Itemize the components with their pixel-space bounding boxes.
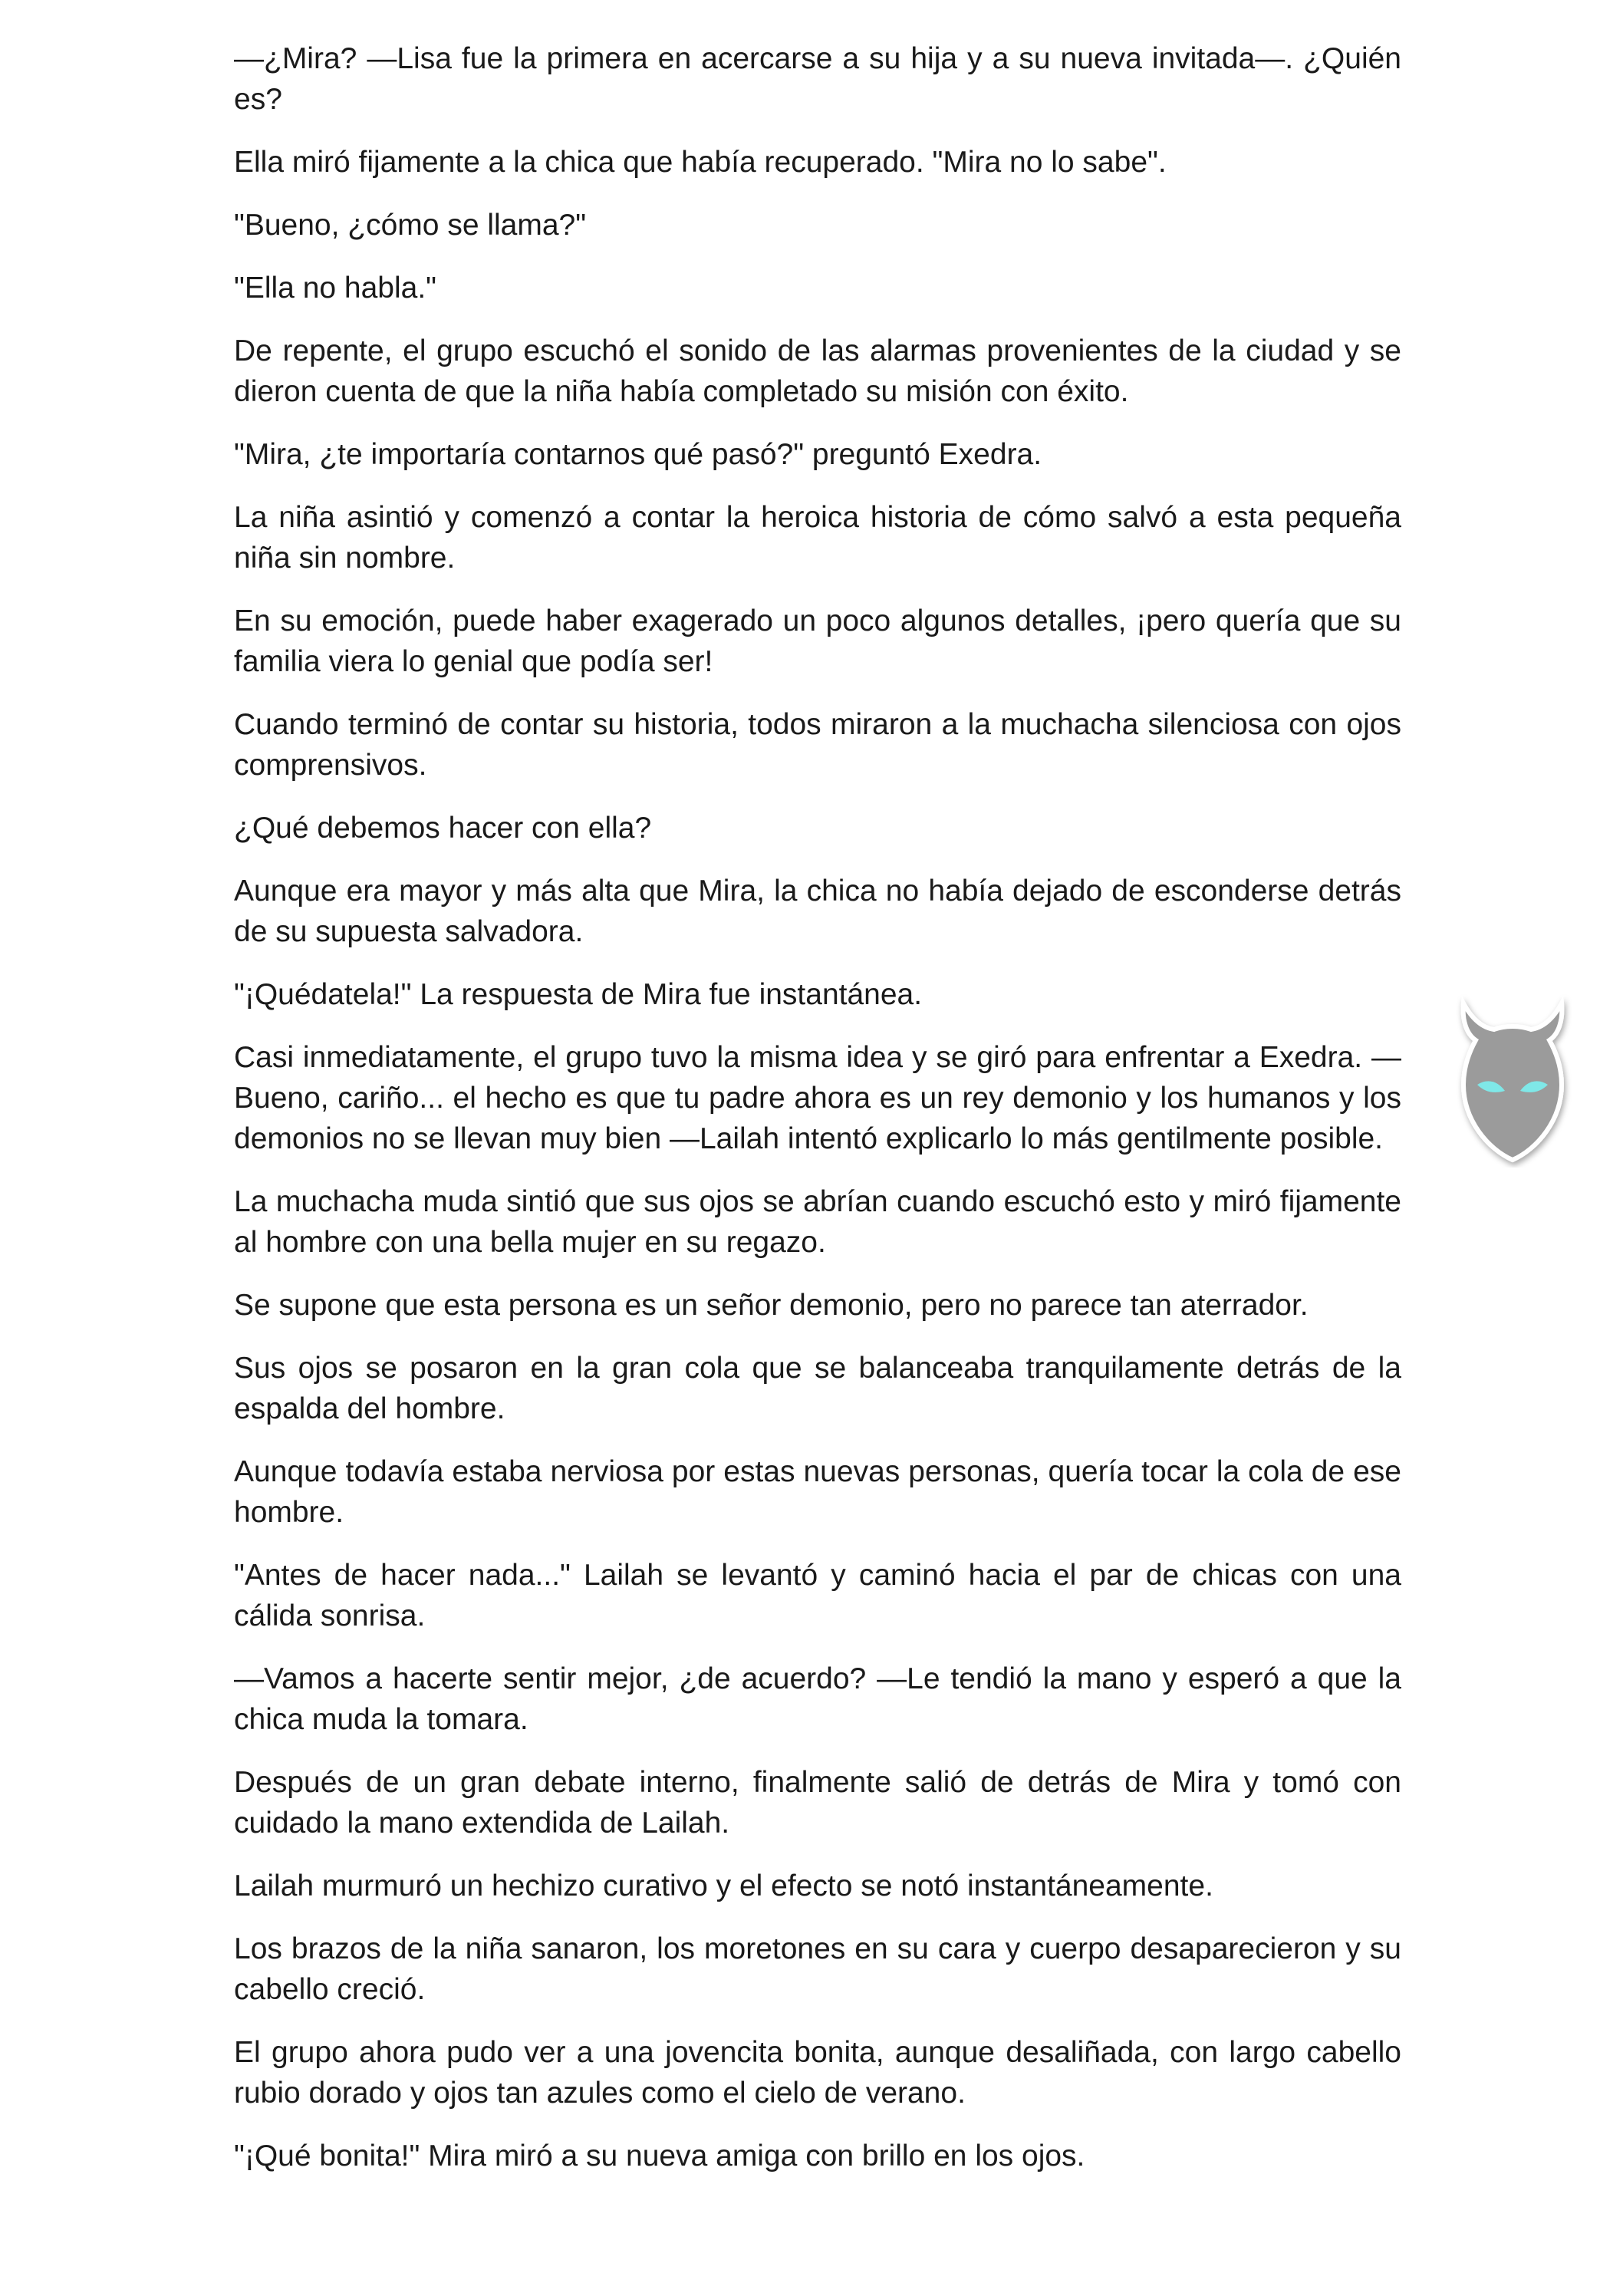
paragraph: —Vamos a hacerte sentir mejor, ¿de acuerdo? —Le tendió la mano y esperó a que la chica muda la tomara. [234,1662,1401,1736]
paragraph: Se supone que esta persona es un señor demonio, pero no parece tan aterrador. [234,1289,1309,1322]
paragraph: Los brazos de la niña sanaron, los moretones en su cara y cuerpo desaparecieron y su cabello creció. [234,1932,1401,2006]
paragraph: "Bueno, ¿cómo se llama?" [234,209,587,242]
paragraph: Después de un gran debate interno, finalmente salió de detrás de Mira y tomó con cuidado la mano extendida de Lailah. [234,1766,1401,1840]
paragraph: De repente, el grupo escuchó el sonido de las alarmas provenientes de la ciudad y se dieron cuenta de que la niña había completado su misión con éxito. [234,334,1401,408]
paragraph: Cuando terminó de contar su historia, todos miraron a la muchacha silenciosa con ojos comprensivos. [234,708,1401,782]
paragraph: La muchacha muda sintió que sus ojos se abrían cuando escuchó esto y miró fijamente al hombre con una bella mujer en su regazo. [234,1185,1401,1259]
paragraph: "Antes de hacer nada..." Lailah se levantó y caminó hacia el par de chicas con una cálida sonrisa. [234,1559,1401,1632]
paragraph: "Ella no habla." [234,272,437,305]
paragraph: "¡Quédatela!" La respuesta de Mira fue instantánea. [234,978,923,1011]
paragraph: "¡Qué bonita!" Mira miró a su nueva amiga con brillo en los ojos. [234,2140,1085,2172]
paragraph: Sus ojos se posaron en la gran cola que se balanceaba tranquilamente detrás de la espalda del hombre. [234,1352,1401,1425]
paragraph: La niña asintió y comenzó a contar la heroica historia de cómo salvó a esta pequeña niña sin nombre. [234,501,1401,575]
paragraph: Casi inmediatamente, el grupo tuvo la misma idea y se giró para enfrentar a Exedra. —Bueno, cariño... el hecho es que tu padre ahora es un rey demonio y los humanos y los demonios no se llevan muy bien —Lailah intentó explicarlo lo más gentilmente posible. [234,1041,1401,1155]
paragraph: En su emoción, puede haber exagerado un poco algunos detalles, ¡pero quería que su familia viera lo genial que podía ser! [234,604,1401,678]
paragraph: —¿Mira? —Lisa fue la primera en acercarse a su hija y a su nueva invitada—. ¿Quién es? [234,42,1401,116]
paragraph: Lailah murmuró un hechizo curativo y el efecto se notó instantáneamente. [234,1869,1213,1902]
paragraph: "Mira, ¿te importaría contarnos qué pasó?" preguntó Exedra. [234,438,1042,471]
paragraph: El grupo ahora pudo ver a una jovencita bonita, aunque desaliñada, con largo cabello rubio dorado y ojos tan azules como el cielo de verano. [234,2036,1401,2110]
document-body [234,38,1401,2199]
paragraph: ¿Qué debemos hacer con ella? [234,812,652,845]
paragraph: Aunque era mayor y más alta que Mira, la chica no había dejado de esconderse detrás de su supuesta salvadora. [234,875,1401,948]
demon-head-icon [1440,990,1585,1168]
paragraph: Aunque todavía estaba nerviosa por estas nuevas personas, quería tocar la cola de ese hombre. [234,1455,1401,1529]
paragraph: Ella miró fijamente a la chica que había recuperado. "Mira no lo sabe". [234,146,1167,179]
